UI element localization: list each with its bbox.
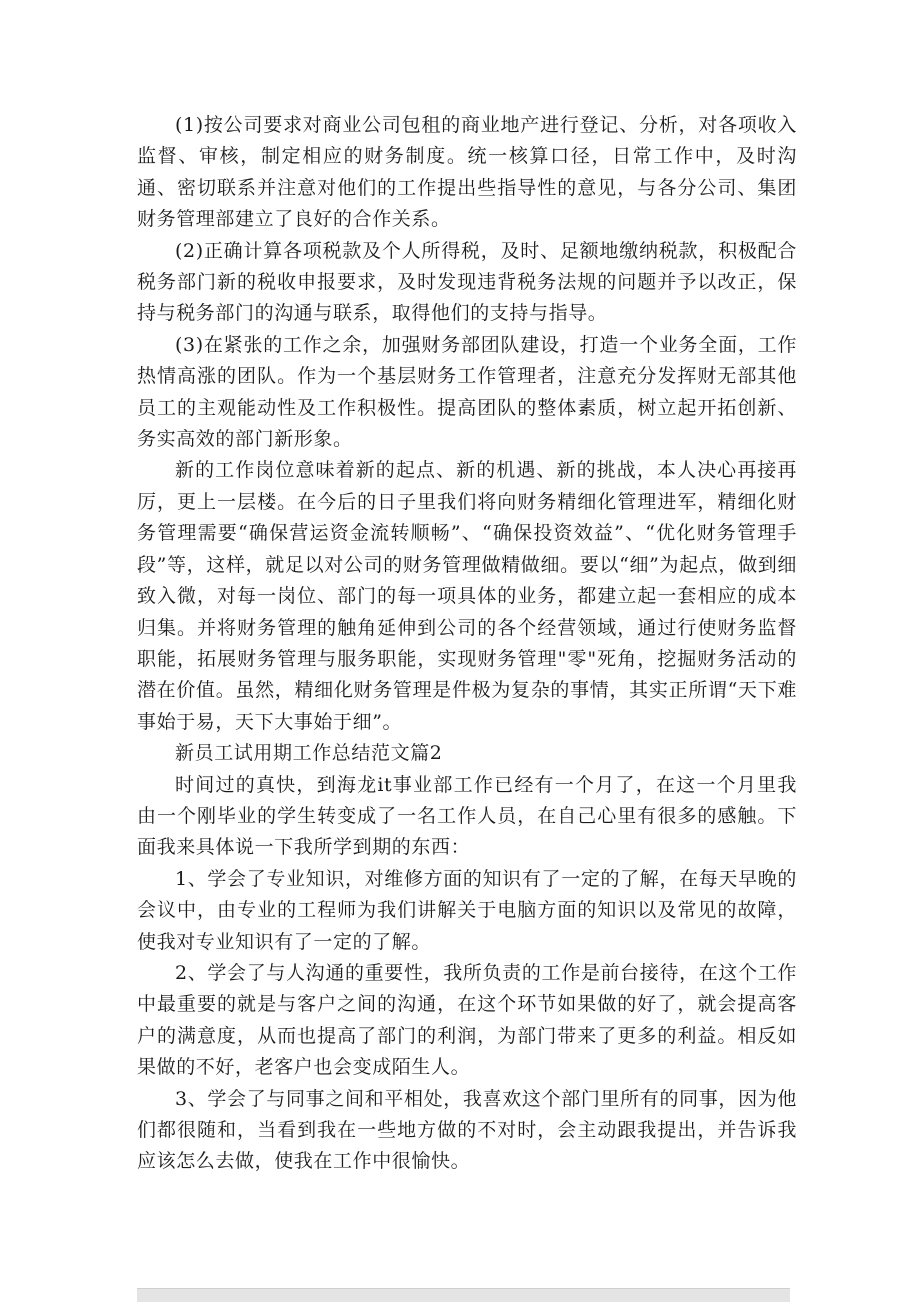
document-body <box>137 110 797 1178</box>
paragraph-item-1: (1)按公司要求对商业公司包租的商业地产进行登记、分析，对各项收入监督、审核，制定相应的财务制度。统一核算口径，日常工作中，及时沟通、密切联系并注意对他们的工作提出些指导性的意见，与各分公司、集团财务管理部建立了良好的合作关系。 <box>137 114 797 231</box>
paragraph-summary: 新的工作岗位意味着新的起点、新的机遇、新的挑战，本人决心再接再厉，更上一层楼。在今后的日子里我们将向财务精细化管理进军，精细化财务管理需要“确保营运资金流转顺畅”、“确保投资效益”、“优化财务管理手段”等，这样，就足以对公司的财务管理做精做细。要以“细”为起点，做到细致入微，对每一岗位、部门的每一项具体的业务，都建立起一套相应的成本归集。并将财务管理的触角延伸到公司的各个经营领域，通过行使财务监督职能，拓展财务管理与服务职能，实现财务管理"零"死角，挖掘财务活动的潜在价值。虽然，精细化财务管理是件极为复杂的事情，其实正所谓“天下难事始于易，天下大事始于细”。 <box>137 459 797 733</box>
section-title: 新员工试用期工作总结范文篇2 <box>175 742 443 765</box>
paragraph-item-2: (2)正确计算各项税款及个人所得税，及时、足额地缴纳税款，积极配合税务部门新的税收申报要求，及时发现违背税务法规的问题并予以改正，保持与税务部门的沟通与联系，取得他们的支持与指导。 <box>137 239 797 325</box>
paragraph-point-2: 2、学会了与人沟通的重要性，我所负责的工作是前台接待，在这个工作中最重要的就是与客户之间的沟通，在这个环节如果做的好了，就会提高客户的满意度，从而也提高了部门的利润，为部门带来了更多的利益。相反如果做的不好，老客户也会变成陌生人。 <box>137 961 797 1079</box>
paragraph-point-1: 1、学会了专业知识，对维修方面的知识有了一定的了解，在每天早晚的会议中，由专业的工程师为我们讲解关于电脑方面的知识以及常见的故障，使我对专业知识有了一定的了解。 <box>137 867 797 953</box>
page-bottom-bar <box>137 1288 790 1302</box>
paragraph-intro: 时间过的真快，到海龙it事业部工作已经有一个月了，在这一个月里我由一个刚毕业的学生转变成了一名工作人员，在自己心里有很多的感触。下面我来具体说一下我所学到期的东西： <box>137 773 797 859</box>
paragraph-item-3: (3)在紧张的工作之余，加强财务部团队建设，打造一个业务全面，工作热情高涨的团队。作为一个基层财务工作管理者，注意充分发挥财无部其他员工的主观能动性及工作积极性。提高团队的整体素质，树立起开拓创新、务实高效的部门新形象。 <box>137 333 797 451</box>
paragraph-point-3: 3、学会了与同事之间和平相处，我喜欢这个部门里所有的同事，因为他们都很随和，当看到我在一些地方做的不对时，会主动跟我提出，并告诉我应该怎么去做，使我在工作中很愉快。 <box>137 1087 797 1173</box>
